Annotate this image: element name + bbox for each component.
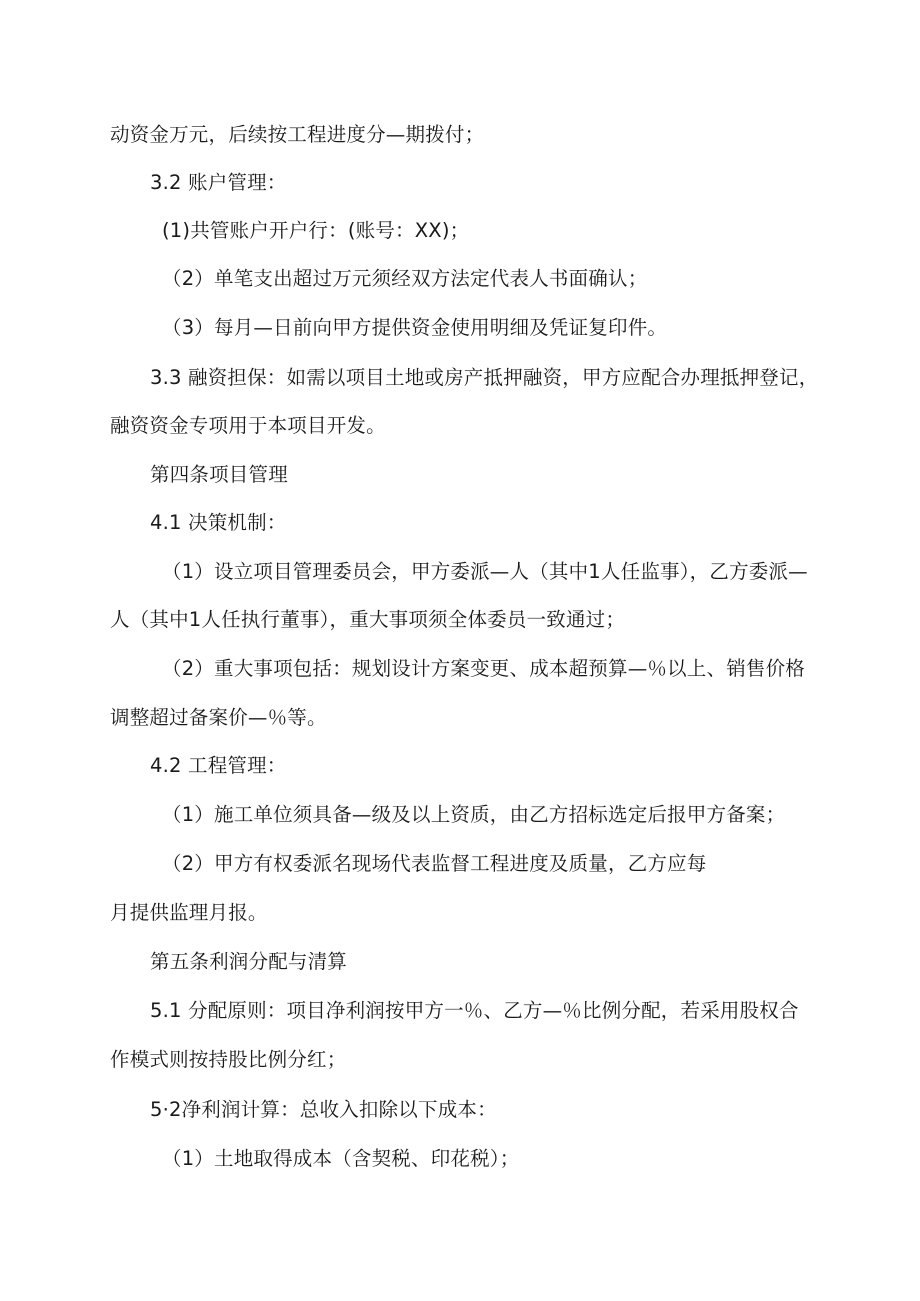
section-heading-3-2: 3.2 账户管理：	[150, 171, 287, 194]
paragraph-line: 融资资金专项用于本项目开发。	[110, 414, 386, 437]
paragraph-line: 人（其中1人任执行董事），重大事项须全体委员一致通过；	[110, 608, 626, 631]
list-item: （1）土地取得成本（含契税、印花税）；	[162, 1147, 520, 1170]
list-item: (1)共管账户开户行：(账号：XX)；	[162, 219, 470, 242]
list-item: （1）施工单位须具备—级及以上资质，由乙方招标选定后报甲方备案；	[162, 803, 786, 826]
list-item: （3）每月—日前向甲方提供资金使用明细及凭证复印件。	[162, 316, 668, 339]
list-item: （2）重大事项包括：规划设计方案变更、成本超预算—％以上、销售价格	[162, 657, 806, 680]
article-heading: 第五条利润分配与清算	[150, 950, 348, 973]
paragraph-line: 月提供监理月报。	[110, 901, 268, 924]
section-heading-5-1: 5.1 分配原则：项目净利润按甲方一％、乙方—％比例分配，若采用股权合	[150, 999, 799, 1022]
list-item: （2）甲方有权委派名现场代表监督工程进度及质量，乙方应每	[162, 852, 707, 875]
section-heading-3-3: 3.3 融资担保：如需以项目土地或房产抵押融资，甲方应配合办理抵押登记，	[150, 366, 819, 389]
list-item: （2）单笔支出超过万元须经双方法定代表人书面确认；	[162, 267, 648, 290]
paragraph-line: 调整超过备案价—％等。	[110, 706, 327, 729]
paragraph-line: 动资金万元，后续按工程进度分—期拨付；	[110, 123, 485, 146]
section-heading-4-1: 4.1 决策机制：	[150, 511, 287, 534]
list-item: （1）设立项目管理委员会，甲方委派—人（其中1人任监事），乙方委派—	[162, 560, 808, 583]
section-heading-4-2: 4.2 工程管理：	[150, 754, 287, 777]
section-heading-5-2: 5·2净利润计算：总收入扣除以下成本：	[150, 1098, 497, 1121]
paragraph-line: 作模式则按持股比例分红；	[110, 1048, 347, 1071]
article-heading: 第四条项目管理	[150, 463, 288, 486]
